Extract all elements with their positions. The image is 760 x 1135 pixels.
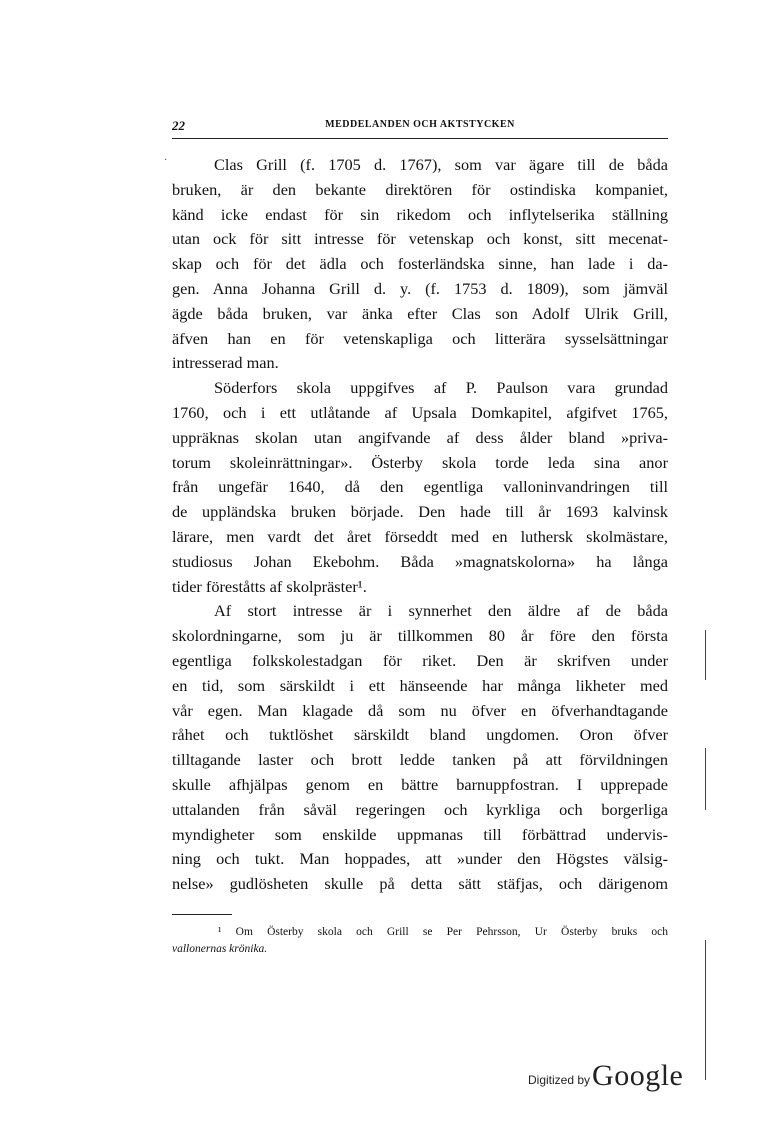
- text-line: de uppländska bruken började. Den hade till år 1693 kalvinsk: [172, 502, 668, 522]
- page-header: [172, 118, 668, 139]
- text-line: äfven han en för vetenskapliga och litterära sysselsättningar: [172, 328, 668, 348]
- text-line: ning och tukt. Man hoppades, att »under den Högstes välsig-: [172, 849, 668, 869]
- text-line: uppräknas skolan utan angifvande af dess ålder bland »priva-: [172, 427, 668, 447]
- text-line: gen. Anna Johanna Grill d. y. (f. 1753 d. 1809), som jämväl: [172, 278, 668, 298]
- text-line: torum skoleinrättningar». Österby skola torde leda sina anor: [172, 452, 668, 472]
- text-line: skap och för det ädla och fosterländska sinne, han lade i da-: [172, 254, 668, 274]
- margin-dot: ·: [164, 155, 168, 166]
- text-line: tider föreståtts af skolpräster¹.: [172, 576, 367, 596]
- text-line: råhet och tuktlöshet särskildt bland ungdomen. Oron öfver: [172, 725, 668, 745]
- text-line: vår egen. Man klagade då som nu öfver en öfverhandtagande: [172, 700, 668, 720]
- google-watermark: [528, 1053, 683, 1093]
- text-line: Clas Grill (f. 1705 d. 1767), som var ägare till de båda: [214, 155, 668, 174]
- google-logo: Google: [592, 1059, 684, 1092]
- text-line: känd icke endast för sin rikedom och inflytelserika ställning: [172, 204, 668, 224]
- footnote-line: ¹ Om Österby skola och Grill se Per Pehrsson, Ur Österby bruks och: [218, 926, 668, 938]
- text-line: skulle afhjälpas genom en bättre barnuppfostran. I upprepade: [172, 774, 668, 794]
- text-line: en tid, som särskildt i ett hänseende har många likheter med: [172, 675, 668, 695]
- text-line: utan ock för sitt intresse för vetenskap och konst, sitt mecenat-: [172, 229, 668, 249]
- text-line: lärare, men vardt det året förseddt med en luthersk skolmästare,: [172, 526, 668, 546]
- page-number: 22: [172, 118, 185, 133]
- text-line: intresserad man.: [172, 353, 279, 373]
- footnote-divider: [172, 914, 232, 915]
- text-line: skolordningarne, som ju är tillkommen 80 år före den första: [172, 626, 668, 646]
- text-line: tilltagande laster och brott ledde tanken på att förvildningen: [172, 750, 668, 770]
- text-line: 1760, och i ett utlåtande af Upsala Domkapitel, afgifvet 1765,: [172, 402, 668, 422]
- text-line: Af stort intresse är i synnerhet den äldre af de båda: [214, 601, 668, 621]
- text-line: egentliga folkskolestadgan för riket. Den är skrifven under: [172, 650, 668, 670]
- text-line: bruken, är den bekante direktören för ostindiska kompaniet,: [172, 179, 668, 199]
- text-line: nelse» gudlösheten skulle på detta sätt stäfjas, och därigenom: [172, 874, 668, 894]
- footnote-line: vallonernas krönika.: [172, 943, 268, 955]
- footnote: [172, 924, 668, 958]
- text-line: ägde båda bruken, var änka efter Clas son Adolf Ulrik Grill,: [172, 303, 668, 323]
- watermark-prefix: Digitized by: [528, 1073, 591, 1087]
- margin-rule: [705, 940, 706, 1080]
- text-line: från ungefär 1640, då den egentliga valloninvandringen till: [172, 477, 668, 497]
- margin-rule: [705, 630, 706, 680]
- text-line: Söderfors skola uppgifves af P. Paulson vara grundad: [214, 378, 668, 398]
- margin-rule: [705, 748, 706, 810]
- text-line: studiosus Johan Ekebohm. Båda »magnatskolorna» ha långa: [172, 551, 668, 571]
- running-head: MEDDELANDEN OCH AKTSTYCKEN: [325, 119, 515, 130]
- text-line: uttalanden från såväl regeringen och kyrkliga och borgerliga: [172, 799, 668, 819]
- body-text: [172, 153, 668, 897]
- text-line: myndigheter som enskilde uppmanas till förbättrad undervis-: [172, 824, 668, 844]
